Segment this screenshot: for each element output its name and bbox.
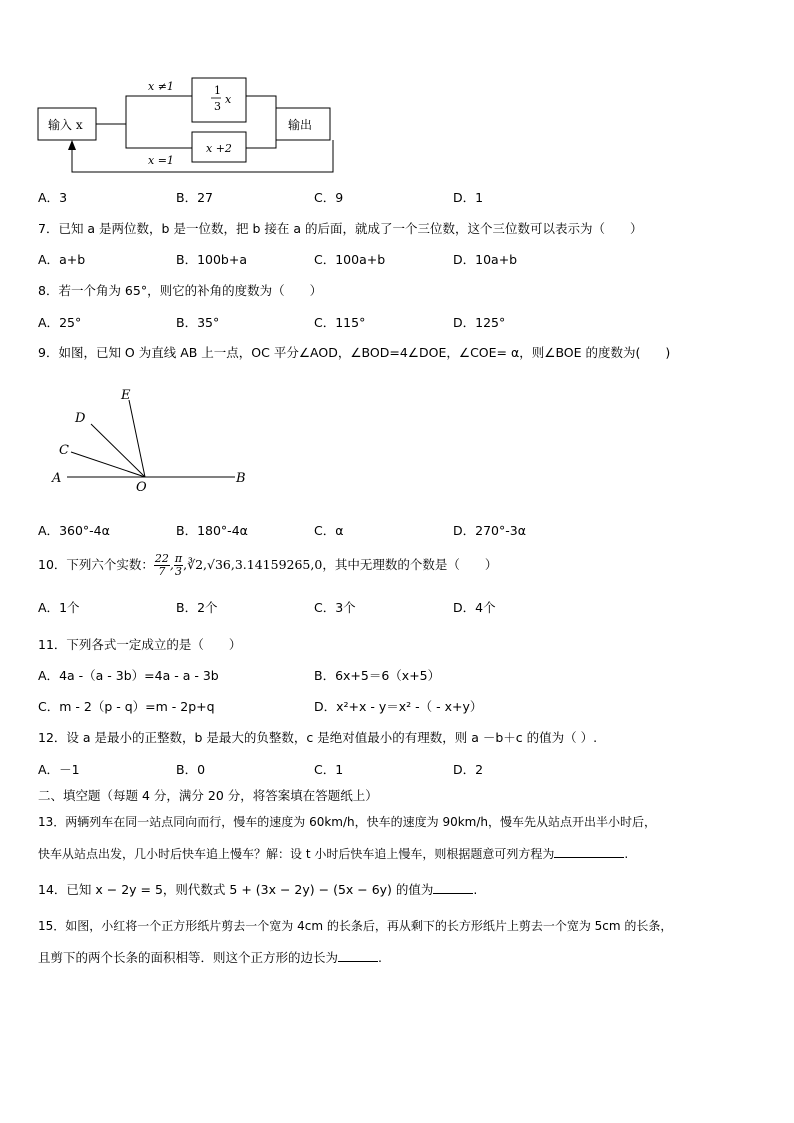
- flow-bottom-op: x +2: [206, 142, 232, 155]
- q11-option-c[interactable]: C．m - 2（p - q）=m - 2p+q: [38, 699, 215, 714]
- q6-option-d[interactable]: D．1: [453, 190, 484, 205]
- q6-option-a[interactable]: A．3: [38, 190, 68, 205]
- q9-angle-diagram: [45, 380, 260, 495]
- q12-option-d[interactable]: D．2: [453, 762, 484, 777]
- flow-input-label: 输入 x: [48, 118, 83, 132]
- q7-option-b[interactable]: B．100b+a: [176, 252, 248, 267]
- flow-bottom-condition: x =1: [148, 154, 174, 167]
- q10-option-b[interactable]: B．2个: [176, 600, 218, 615]
- q8-stem: 8．若一个角为 65°，则它的补角的度数为（ ）: [38, 283, 323, 298]
- flow-top-condition: x ≠1: [148, 80, 174, 93]
- q7-option-a[interactable]: A．a+b: [38, 252, 86, 267]
- q14-stem: 14．已知 x − 2y = 5，则代数式 5 + (3x − 2y) − (5x − 6y) 的值为 .: [38, 882, 478, 897]
- q9-option-d[interactable]: D．270°-3α: [453, 523, 526, 538]
- q8-option-b[interactable]: B．35°: [176, 315, 220, 330]
- q9-label-e: E: [121, 388, 131, 403]
- q12-option-c[interactable]: C．1: [314, 762, 344, 777]
- q7-option-d[interactable]: D．10a+b: [453, 252, 518, 267]
- section-heading-fill-in: 二、填空题（每题 4 分，满分 20 分，将答案填在答题纸上）: [38, 788, 378, 803]
- q6-option-c[interactable]: C．9: [314, 190, 344, 205]
- q13-line2: 快车从站点出发，几小时后快车追上慢车？解：设 t 小时后快车追上慢车，则根据题意可列方程为 .: [38, 847, 629, 861]
- q8-option-a[interactable]: A．25°: [38, 315, 82, 330]
- q12-option-b[interactable]: B．0: [176, 762, 206, 777]
- q9-label-b: B: [236, 471, 246, 486]
- q8-option-c[interactable]: C．115°: [314, 315, 366, 330]
- q11-option-a[interactable]: A．4a -（a - 3b）=4a - a - 3b: [38, 668, 219, 683]
- q11-option-b[interactable]: B．6x+5＝6（x+5）: [314, 668, 441, 683]
- q10-frac-pi-3: $\frac{\pi}{3}$: [174, 552, 183, 578]
- q13-answer-blank[interactable]: [554, 845, 624, 858]
- q9-label-d: D: [75, 411, 86, 426]
- q10-option-a[interactable]: A．1个: [38, 600, 80, 615]
- flow-top-op-den: 3: [214, 100, 221, 113]
- flowchart-diagram: [30, 70, 370, 180]
- q11-stem: 11．下列各式一定成立的是（ ）: [38, 637, 242, 652]
- q9-option-a[interactable]: A．360°-4α: [38, 523, 110, 538]
- q7-option-c[interactable]: C．100a+b: [314, 252, 386, 267]
- q10-stem: 10．下列六个实数： $\frac{22}{7}$ , $\frac{\pi}{3}$ ,∛2,√36,3.14159265,0，其中无理数的个数是（ ）: [38, 552, 498, 578]
- q10-option-d[interactable]: D．4个: [453, 600, 496, 615]
- q14-answer-blank[interactable]: [433, 881, 473, 894]
- q10-option-c[interactable]: C．3个: [314, 600, 356, 615]
- q11-option-d[interactable]: D．x²+x - y＝x² -（ - x+y）: [314, 699, 483, 714]
- q10-frac-22-7: $\frac{22}{7}$: [154, 552, 169, 578]
- q13-line1: 13．两辆列车在同一站点同向而行，慢车的速度为 60km/h，快车的速度为 90km/h，慢车先从站点开出半小时后，: [38, 815, 657, 829]
- q12-option-a[interactable]: A．－1: [38, 762, 80, 777]
- q6-option-b[interactable]: B．27: [176, 190, 213, 205]
- q12-stem: 12．设 a 是最小的正整数，b 是最大的负整数，c 是绝对值最小的有理数，则 a －b＋c 的值为（ ）.: [38, 730, 598, 745]
- q9-label-c: C: [59, 443, 69, 458]
- q15-line1: 15．如图，小红将一个正方形纸片剪去一个宽为 4cm 的长条后，再从剩下的长方形纸片上剪去一个宽为 5cm 的长条，: [38, 919, 673, 933]
- flow-top-op-num: 1: [214, 84, 221, 97]
- q9-stem: 9．如图，已知 O 为直线 AB 上一点，OC 平分∠AOD，∠BOD=4∠DOE，∠COE= α，则∠BOE 的度数为( ): [38, 345, 671, 360]
- q9-option-c[interactable]: C．α: [314, 523, 344, 538]
- q15-answer-blank[interactable]: [338, 949, 378, 962]
- q9-label-o: O: [136, 480, 147, 495]
- flow-output-label: 输出: [288, 118, 313, 132]
- q7-stem: 7．已知 a 是两位数，b 是一位数，把 b 接在 a 的后面，就成了一个三位数，这个三位数可以表示为（ ）: [38, 221, 643, 236]
- q9-label-a: A: [52, 471, 62, 486]
- q9-option-b[interactable]: B．180°-4α: [176, 523, 248, 538]
- q15-line2: 且剪下的两个长条的面积相等．则这个正方形的边长为 .: [38, 950, 382, 965]
- q8-option-d[interactable]: D．125°: [453, 315, 506, 330]
- flow-top-op-var: x: [225, 93, 232, 106]
